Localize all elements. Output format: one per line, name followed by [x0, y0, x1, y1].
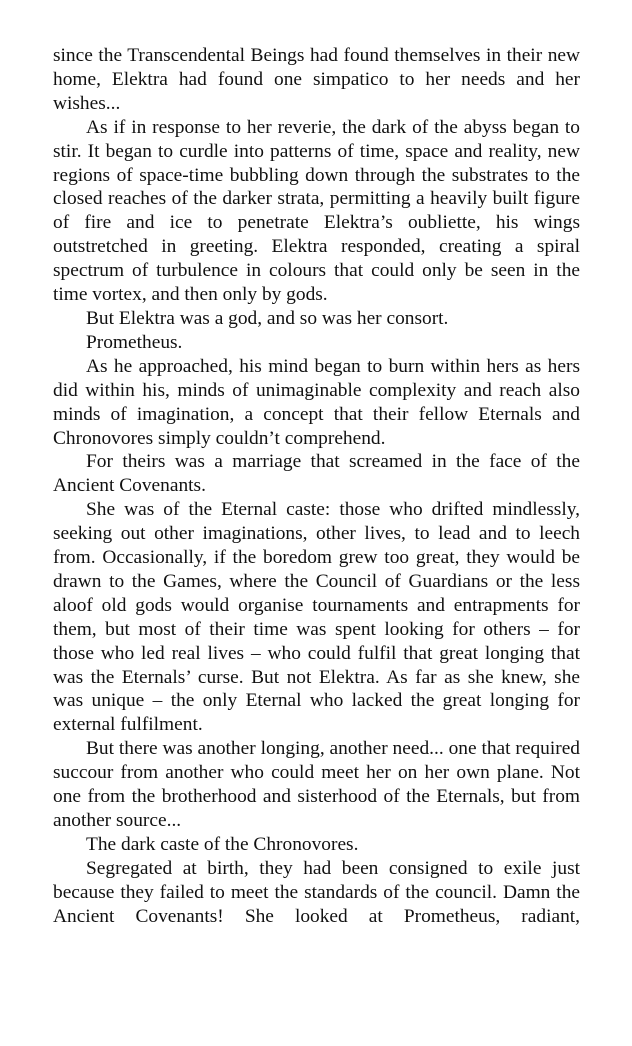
paragraph: She was of the Eternal caste: those who drifted mindlessly, seeking out other imaginations, other lives, to lead and to leech from. Occasionally, if the boredom grew too great, they would be drawn to the Games, where the Council of Guardians or the less aloof old gods would organise tournaments and entrapments for them, but most of their time was spent looking for others – for those who led real lives – who could fulfil that great longing that was the Eternals’ curse. But not Elektra. As far as she knew, she was unique – the only Eternal who lacked the great longing for external fulfilment.	[53, 499, 580, 736]
paragraph: As he approached, his mind began to burn within hers as hers did within his, minds of unimaginable complexity and reach also minds of imagination, a concept that their fellow Eternals and Chronovores simply couldn’t comprehend.	[53, 355, 580, 449]
paragraph-last: Segregated at birth, they had been consigned to exile just because they failed to meet the standards of the council. Damn the Ancient Covenants! She looked at Prometheus, radiant,	[53, 857, 580, 927]
book-page-text	[53, 44, 580, 929]
paragraph: For theirs was a marriage that screamed in the face of the Ancient Covenants.	[53, 451, 580, 497]
paragraph-continued: since the Transcendental Beings had found themselves in their new home, Elektra had found one simpatico to her needs and her wishes...	[53, 45, 580, 114]
paragraph: Prometheus.	[86, 331, 183, 353]
paragraph: But Elektra was a god, and so was her consort.	[86, 307, 449, 329]
paragraph: As if in response to her reverie, the dark of the abyss began to stir. It began to curdle into patterns of time, space and reality, new regions of space-time bubbling down through the substrates to the closed reaches of the darker strata, permitting a heavily built figure of fire and ice to penetrate Elektra’s oubliette, his wings outstretched in greeting. Elektra responded, creating a spiral spectrum of turbulence in colours that could only be seen in the time vortex, and then only by gods.	[53, 116, 580, 306]
paragraph: The dark caste of the Chronovores.	[86, 833, 359, 855]
paragraph: But there was another longing, another need... one that required succour from another who could meet her on her own plane. Not one from the brotherhood and sisterhood of the Eternals, but from another source...	[53, 738, 580, 831]
